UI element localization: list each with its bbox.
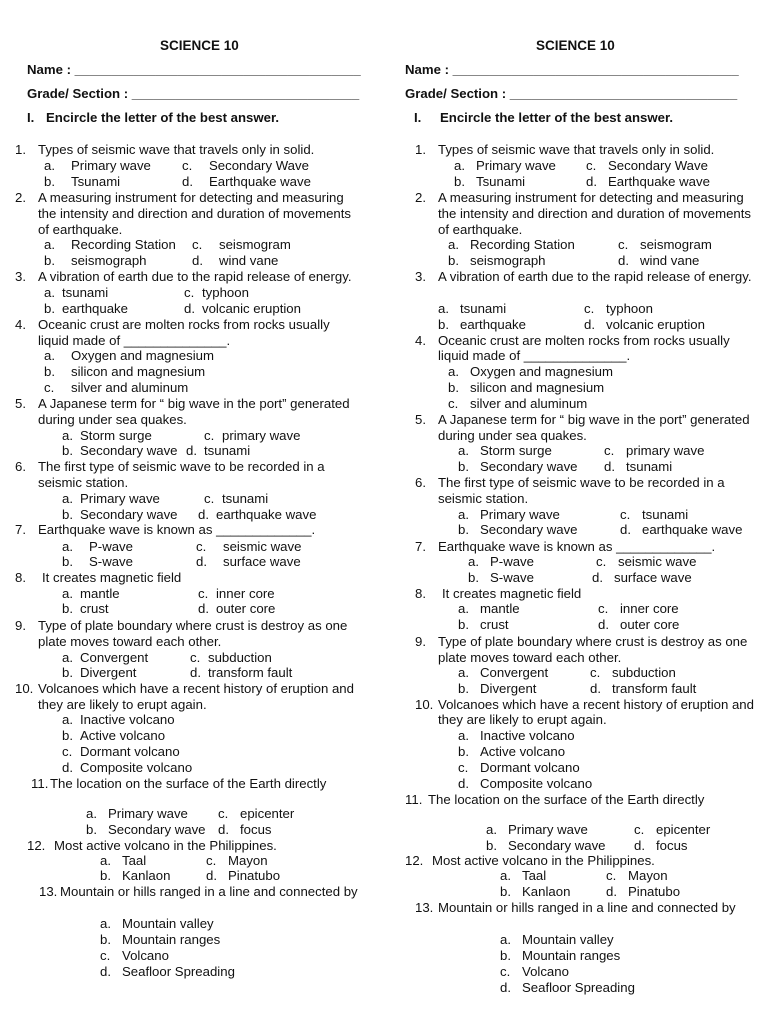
option-letter: c.: [204, 491, 215, 506]
option-text: Primary wave: [480, 507, 560, 522]
option-text: Kanlaon: [522, 884, 571, 899]
option-text: Earthquake wave: [608, 174, 710, 189]
option-text: Composite volcano: [480, 776, 593, 791]
option-letter: b.: [458, 681, 469, 696]
option-text: Recording Station: [71, 237, 176, 252]
option-letter: a.: [100, 916, 111, 931]
option-letter: b.: [62, 601, 73, 616]
option-letter: d.: [500, 980, 511, 995]
question-text-line: Earthquake wave is known as _____________.: [438, 539, 716, 554]
question-number: 6.: [15, 459, 26, 474]
option-text: Taal: [122, 853, 147, 868]
option-text: tsunami: [222, 491, 269, 506]
option-text: Inactive volcano: [80, 712, 175, 727]
option-letter: d.: [634, 838, 645, 853]
instruction-number: I.: [414, 110, 422, 125]
option-text: outer core: [620, 617, 680, 632]
question-text-line: liquid made of ______________.: [438, 348, 631, 363]
question-number: 13.: [39, 884, 58, 899]
option-text: seismic wave: [223, 539, 302, 554]
option-letter: c.: [634, 822, 645, 837]
option-letter: b.: [62, 443, 73, 458]
question-text-line: A measuring instrument for detecting and measuring: [438, 190, 744, 205]
option-letter: d.: [198, 507, 209, 522]
option-letter: c.: [192, 237, 203, 252]
grade-section-field-label: Grade/ Section : _______________________________: [405, 86, 738, 101]
option-letter: b.: [62, 728, 73, 743]
question-text-line: Most active volcano in the Philippines.: [54, 838, 277, 853]
option-letter: b.: [500, 948, 511, 963]
question-text-line: Volcanoes which have a recent history of eruption and: [38, 681, 354, 696]
option-letter: b.: [62, 665, 73, 680]
option-letter: a.: [448, 237, 459, 252]
question-text-line: of earthquake.: [438, 222, 523, 237]
question-number: 11.: [31, 776, 49, 791]
option-text: volcanic eruption: [606, 317, 705, 332]
option-letter: d.: [100, 964, 111, 979]
option-letter: d.: [198, 601, 209, 616]
option-letter: b.: [44, 364, 55, 379]
worksheet-title: SCIENCE 10: [536, 38, 615, 53]
option-text: Taal: [522, 868, 547, 883]
option-letter: d.: [62, 760, 73, 775]
option-text: focus: [240, 822, 272, 837]
option-text: seismogram: [640, 237, 712, 252]
option-letter: c.: [62, 744, 73, 759]
option-text: tsunami: [460, 301, 507, 316]
option-text: Secondary wave: [80, 507, 178, 522]
option-letter: c.: [604, 443, 615, 458]
option-letter: b.: [458, 617, 469, 632]
option-text: Secondary Wave: [209, 158, 309, 173]
option-letter: a.: [486, 822, 497, 837]
option-text: volcanic eruption: [202, 301, 301, 316]
option-letter: c.: [620, 507, 631, 522]
question-number: 7.: [15, 522, 26, 537]
option-text: Secondary wave: [108, 822, 206, 837]
question-text-line: The first type of seismic wave to be recorded in a: [38, 459, 325, 474]
option-text: tsunami: [204, 443, 251, 458]
option-letter: c.: [606, 868, 617, 883]
option-letter: b.: [62, 554, 73, 569]
question-text-line: Mountain or hills ranged in a line and connected by: [60, 884, 358, 899]
option-letter: b.: [100, 868, 111, 883]
question-text-line: A measuring instrument for detecting and measuring: [38, 190, 344, 205]
option-text: tsunami: [642, 507, 689, 522]
option-letter: d.: [186, 443, 197, 458]
option-letter: a.: [100, 853, 111, 868]
option-text: Pinatubo: [628, 884, 681, 899]
question-number: 9.: [15, 618, 26, 633]
option-text: Divergent: [80, 665, 137, 680]
option-letter: c.: [182, 158, 193, 173]
option-text: Tsunami: [71, 174, 121, 189]
question-text-line: It creates magnetic field: [442, 586, 582, 601]
option-text: Seafloor Spreading: [122, 964, 235, 979]
option-text: Primary wave: [80, 491, 160, 506]
option-letter: b.: [44, 301, 55, 316]
option-letter: b.: [438, 317, 449, 332]
option-letter: a.: [62, 428, 73, 443]
option-text: Secondary wave: [508, 838, 606, 853]
option-text: S-wave: [490, 570, 534, 585]
option-text: typhoon: [202, 285, 249, 300]
option-letter: c.: [448, 396, 459, 411]
option-text: Storm surge: [480, 443, 552, 458]
option-letter: d.: [192, 253, 203, 268]
option-text: tsunami: [626, 459, 673, 474]
question-number: 12.: [27, 838, 46, 853]
option-letter: d.: [184, 301, 195, 316]
name-field-label: Name : _______________________________________: [405, 62, 739, 77]
option-letter: a.: [458, 665, 469, 680]
option-text: earthquake: [460, 317, 526, 332]
option-text: Recording Station: [470, 237, 575, 252]
option-letter: c.: [206, 853, 217, 868]
option-letter: d.: [592, 570, 603, 585]
option-text: Active volcano: [80, 728, 166, 743]
question-number: 2.: [415, 190, 426, 205]
option-text: subduction: [612, 665, 676, 680]
option-text: crust: [480, 617, 509, 632]
option-text: epicenter: [656, 822, 711, 837]
option-text: outer core: [216, 601, 276, 616]
option-letter: d.: [190, 665, 201, 680]
question-text-line: they are likely to erupt again.: [438, 712, 607, 727]
option-text: Oxygen and magnesium: [71, 348, 214, 363]
question-text-line: the intensity and direction and duration of movements: [438, 206, 752, 221]
option-letter: a.: [62, 586, 73, 601]
option-text: epicenter: [240, 806, 295, 821]
question-text-line: Type of plate boundary where crust is destroy as one: [38, 618, 348, 633]
option-text: Primary wave: [71, 158, 151, 173]
question-text-line: the intensity and direction and duration of movements: [38, 206, 352, 221]
question-number: 1.: [15, 142, 26, 157]
question-text-line: Type of plate boundary where crust is destroy as one: [438, 634, 748, 649]
option-text: seismogram: [219, 237, 291, 252]
grade-section-field-label: Grade/ Section : _______________________________: [27, 86, 360, 101]
option-text: Pinatubo: [228, 868, 281, 883]
option-letter: b.: [458, 744, 469, 759]
question-text-line: seismic station.: [438, 491, 529, 506]
option-text: transform fault: [208, 665, 293, 680]
option-letter: b.: [468, 570, 479, 585]
question-text-line: plate moves toward each other.: [38, 634, 222, 649]
option-text: silicon and magnesium: [470, 380, 605, 395]
question-text-line: A vibration of earth due to the rapid release of energy.: [438, 269, 752, 284]
option-text: primary wave: [222, 428, 301, 443]
option-text: Active volcano: [480, 744, 566, 759]
question-number: 10.: [415, 697, 434, 712]
option-letter: b.: [86, 822, 97, 837]
question-number: 9.: [415, 634, 426, 649]
question-number: 7.: [415, 539, 426, 554]
option-letter: c.: [500, 964, 511, 979]
option-text: wind vane: [640, 253, 700, 268]
option-text: earthquake: [62, 301, 128, 316]
option-text: primary wave: [626, 443, 705, 458]
question-text-line: during under sea quakes.: [438, 428, 587, 443]
option-letter: c.: [596, 554, 607, 569]
option-text: Convergent: [480, 665, 549, 680]
question-number: 1.: [415, 142, 426, 157]
option-letter: c.: [618, 237, 629, 252]
question-text-line: seismic station.: [38, 475, 129, 490]
option-text: Composite volcano: [80, 760, 193, 775]
question-text-line: A Japanese term for “ big wave in the port” generated: [38, 396, 350, 411]
option-letter: d.: [586, 174, 597, 189]
option-letter: b.: [458, 522, 469, 537]
option-letter: a.: [500, 868, 511, 883]
option-letter: a.: [438, 301, 449, 316]
option-text: earthquake wave: [642, 522, 743, 537]
instruction-text: Encircle the letter of the best answer.: [440, 110, 674, 125]
option-text: wind vane: [219, 253, 279, 268]
option-text: Seafloor Spreading: [522, 980, 635, 995]
question-text-line: Volcanoes which have a recent history of eruption and: [438, 697, 754, 712]
option-letter: a.: [62, 712, 73, 727]
option-letter: b.: [448, 380, 459, 395]
option-letter: d.: [196, 554, 207, 569]
instruction-text: Encircle the letter of the best answer.: [46, 110, 280, 125]
question-text-line: during under sea quakes.: [38, 412, 187, 427]
option-letter: a.: [44, 158, 55, 173]
option-text: Dormant volcano: [480, 760, 580, 775]
option-text: silver and aluminum: [71, 380, 189, 395]
option-letter: c.: [584, 301, 595, 316]
option-letter: a.: [62, 650, 73, 665]
option-text: Primary wave: [476, 158, 556, 173]
option-text: inner core: [620, 601, 679, 616]
question-number: 12.: [405, 853, 424, 868]
option-letter: d.: [604, 459, 615, 474]
option-text: Primary wave: [108, 806, 188, 821]
option-letter: d.: [618, 253, 629, 268]
question-text-line: Oceanic crust are molten rocks from rocks usually: [438, 333, 730, 348]
option-text: mantle: [480, 601, 520, 616]
option-letter: c.: [590, 665, 601, 680]
option-letter: b.: [44, 253, 55, 268]
option-text: silver and aluminum: [470, 396, 588, 411]
question-text-line: The location on the surface of the Earth directly: [428, 792, 705, 807]
option-letter: a.: [86, 806, 97, 821]
question-text-line: A vibration of earth due to the rapid release of energy.: [38, 269, 352, 284]
option-text: subduction: [208, 650, 272, 665]
option-text: seismograph: [470, 253, 546, 268]
option-text: seismograph: [71, 253, 147, 268]
question-text-line: plate moves toward each other.: [438, 650, 622, 665]
option-text: focus: [656, 838, 688, 853]
option-letter: b.: [500, 884, 511, 899]
option-text: Mayon: [228, 853, 268, 868]
option-text: surface wave: [223, 554, 301, 569]
option-text: Mayon: [628, 868, 668, 883]
option-text: Dormant volcano: [80, 744, 180, 759]
option-letter: c.: [458, 760, 469, 775]
option-letter: a.: [458, 507, 469, 522]
question-text-line: they are likely to erupt again.: [38, 697, 207, 712]
option-letter: c.: [218, 806, 229, 821]
question-number: 3.: [15, 269, 26, 284]
option-text: mantle: [80, 586, 120, 601]
option-text: Convergent: [80, 650, 149, 665]
option-letter: b.: [100, 932, 111, 947]
option-letter: d.: [458, 776, 469, 791]
option-letter: a.: [500, 932, 511, 947]
option-text: Mountain ranges: [522, 948, 621, 963]
option-letter: a.: [458, 601, 469, 616]
option-text: Volcano: [522, 964, 569, 979]
question-number: 8.: [415, 586, 426, 601]
option-letter: b.: [62, 507, 73, 522]
option-letter: b.: [458, 459, 469, 474]
option-letter: d.: [182, 174, 193, 189]
question-text-line: The first type of seismic wave to be recorded in a: [438, 475, 725, 490]
option-text: S-wave: [89, 554, 133, 569]
option-text: Inactive volcano: [480, 728, 575, 743]
option-text: Secondary wave: [480, 522, 578, 537]
option-letter: d.: [584, 317, 595, 332]
option-letter: a.: [44, 285, 55, 300]
option-text: Secondary wave: [480, 459, 578, 474]
option-text: tsunami: [62, 285, 109, 300]
option-text: seismic wave: [618, 554, 697, 569]
option-letter: a.: [458, 443, 469, 458]
question-text-line: Types of seismic wave that travels only in solid.: [38, 142, 315, 157]
question-text-line: The location on the surface of the Earth directly: [50, 776, 327, 791]
question-text-line: of earthquake.: [38, 222, 123, 237]
option-text: transform fault: [612, 681, 697, 696]
question-text-line: Earthquake wave is known as _____________.: [38, 522, 316, 537]
option-text: Primary wave: [508, 822, 588, 837]
option-letter: b.: [454, 174, 465, 189]
question-number: 5.: [415, 412, 426, 427]
option-text: earthquake wave: [216, 507, 317, 522]
option-letter: d.: [206, 868, 217, 883]
option-text: Divergent: [480, 681, 537, 696]
option-letter: c.: [184, 285, 195, 300]
option-text: inner core: [216, 586, 275, 601]
question-number: 6.: [415, 475, 426, 490]
question-text-line: Mountain or hills ranged in a line and connected by: [438, 900, 736, 915]
option-letter: c.: [196, 539, 207, 554]
option-text: Mountain valley: [522, 932, 614, 947]
option-letter: a.: [44, 237, 55, 252]
option-letter: c.: [190, 650, 201, 665]
option-letter: c.: [586, 158, 597, 173]
option-letter: a.: [62, 491, 73, 506]
question-number: 8.: [15, 570, 26, 585]
option-text: crust: [80, 601, 109, 616]
option-text: silicon and magnesium: [71, 364, 206, 379]
worksheet-title: SCIENCE 10: [160, 38, 239, 53]
option-text: surface wave: [614, 570, 692, 585]
option-text: Earthquake wave: [209, 174, 311, 189]
question-text-line: liquid made of ______________.: [38, 333, 231, 348]
option-letter: b.: [486, 838, 497, 853]
option-letter: c.: [100, 948, 111, 963]
option-text: P-wave: [490, 554, 534, 569]
option-letter: b.: [448, 253, 459, 268]
option-letter: a.: [448, 364, 459, 379]
option-text: Volcano: [122, 948, 169, 963]
option-text: typhoon: [606, 301, 653, 316]
option-letter: a.: [44, 348, 55, 363]
question-number: 11.: [405, 792, 423, 807]
option-letter: c.: [198, 586, 209, 601]
option-text: Oxygen and magnesium: [470, 364, 613, 379]
option-text: Secondary wave: [80, 443, 178, 458]
question-number: 13.: [415, 900, 434, 915]
option-text: Tsunami: [476, 174, 526, 189]
option-letter: d.: [598, 617, 609, 632]
option-letter: a.: [62, 539, 73, 554]
question-number: 10.: [15, 681, 34, 696]
question-text-line: Most active volcano in the Philippines.: [432, 853, 655, 868]
option-letter: a.: [458, 728, 469, 743]
option-text: Secondary Wave: [608, 158, 708, 173]
option-letter: c.: [598, 601, 609, 616]
question-number: 3.: [415, 269, 426, 284]
worksheet-right: [384, 0, 768, 1024]
question-text-line: Types of seismic wave that travels only in solid.: [438, 142, 715, 157]
option-text: Mountain ranges: [122, 932, 221, 947]
option-text: Mountain valley: [122, 916, 214, 931]
option-letter: b.: [44, 174, 55, 189]
question-number: 2.: [15, 190, 26, 205]
option-letter: d.: [590, 681, 601, 696]
question-text-line: Oceanic crust are molten rocks from rocks usually: [38, 317, 330, 332]
instruction-number: I.: [27, 110, 35, 125]
question-number: 4.: [15, 317, 26, 332]
option-text: Storm surge: [80, 428, 152, 443]
option-text: Kanlaon: [122, 868, 171, 883]
question-number: 5.: [15, 396, 26, 411]
option-letter: c.: [204, 428, 215, 443]
option-letter: a.: [468, 554, 479, 569]
name-field-label: Name : _______________________________________: [27, 62, 361, 77]
option-letter: a.: [454, 158, 465, 173]
question-text-line: It creates magnetic field: [42, 570, 182, 585]
option-letter: d.: [620, 522, 631, 537]
option-letter: d.: [606, 884, 617, 899]
option-text: P-wave: [89, 539, 133, 554]
question-text-line: A Japanese term for “ big wave in the port” generated: [438, 412, 750, 427]
question-number: 4.: [415, 333, 426, 348]
option-letter: c.: [44, 380, 55, 395]
option-letter: d.: [218, 822, 229, 837]
